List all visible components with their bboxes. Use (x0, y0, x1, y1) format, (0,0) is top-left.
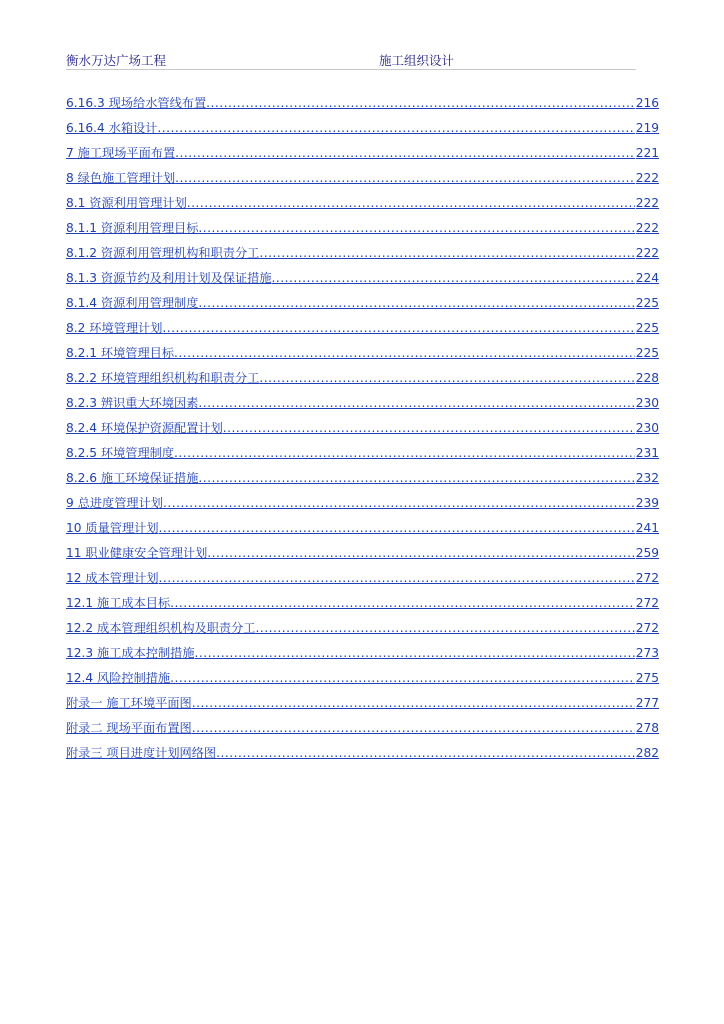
toc-entry-page-number: 228 (635, 371, 659, 385)
toc-dot-leader (174, 445, 635, 462)
toc-dot-leader (170, 670, 635, 687)
toc-entry-page-number: 232 (635, 471, 659, 485)
toc-dot-leader (159, 520, 635, 537)
toc-entry[interactable] (66, 362, 659, 387)
toc-entry-page-number: 275 (635, 671, 659, 685)
header-project-name: 衡水万达广场工程 (66, 53, 167, 68)
toc-entry[interactable] (66, 87, 659, 112)
toc-dot-leader (259, 370, 634, 387)
toc-dot-leader (207, 545, 634, 562)
toc-dot-leader (187, 195, 635, 212)
toc-entry-title: 8.1.3 资源节约及利用计划及保证措施 (66, 271, 272, 285)
toc-entry[interactable] (66, 512, 659, 537)
toc-entry-page-number: 239 (635, 496, 659, 510)
toc-entry-title: 7 施工现场平面布置 (66, 146, 176, 160)
toc-entry[interactable] (66, 737, 659, 762)
toc-entry-title: 8.2.2 环境管理组织机构和职责分工 (66, 371, 260, 385)
toc-entry[interactable] (66, 487, 659, 512)
toc-entry[interactable] (66, 712, 659, 737)
toc-dot-leader (216, 745, 635, 762)
toc-entry-title: 8.2 环境管理计划 (66, 321, 163, 335)
toc-entry[interactable] (66, 237, 659, 262)
toc-entry-title: 8.2.3 辨识重大环境因素 (66, 396, 199, 410)
toc-entry-page-number: 221 (635, 146, 659, 160)
toc-entry-title: 12.4 风险控制措施 (66, 671, 171, 685)
toc-entry-title: 附录三 项目进度计划网络图 (66, 746, 217, 760)
toc-entry-title: 9 总进度管理计划 (66, 496, 163, 510)
toc-entry-page-number: 225 (635, 346, 659, 360)
toc-entry[interactable] (66, 662, 659, 687)
toc-entry-page-number: 219 (635, 121, 659, 135)
toc-entry[interactable] (66, 562, 659, 587)
toc-entry[interactable] (66, 212, 659, 237)
toc-entry-page-number: 222 (635, 246, 659, 260)
toc-entry-page-number: 222 (635, 221, 659, 235)
toc-dot-leader (259, 245, 634, 262)
toc-entry-page-number: 224 (635, 271, 659, 285)
toc-entry-title: 8.2.5 环境管理制度 (66, 446, 175, 460)
toc-dot-leader (170, 595, 635, 612)
toc-entry-page-number: 225 (635, 321, 659, 335)
toc-entry[interactable] (66, 162, 659, 187)
toc-entry-title: 11 职业健康安全管理计划 (66, 546, 208, 560)
toc-entry[interactable] (66, 337, 659, 362)
toc-entry-title: 8.1.4 资源利用管理制度 (66, 296, 199, 310)
toc-entry[interactable] (66, 462, 659, 487)
toc-dot-leader (192, 720, 635, 737)
toc-entry[interactable] (66, 687, 659, 712)
toc-dot-leader (198, 395, 634, 412)
toc-dot-leader (159, 570, 635, 587)
toc-entry-page-number: 231 (635, 446, 659, 460)
toc-entry-title: 8 绿色施工管理计划 (66, 171, 176, 185)
toc-entry-title: 12 成本管理计划 (66, 571, 159, 585)
toc-dot-leader (162, 320, 634, 337)
toc-dot-leader (163, 495, 635, 512)
toc-entry-title: 12.1 施工成本目标 (66, 596, 171, 610)
page-header (66, 53, 636, 70)
toc-dot-leader (192, 695, 635, 712)
toc-dot-leader (195, 645, 635, 662)
toc-entry-page-number: 216 (635, 96, 659, 110)
toc-entry-page-number: 222 (635, 196, 659, 210)
toc-entry-page-number: 277 (635, 696, 659, 710)
toc-entry-title: 12.3 施工成本控制措施 (66, 646, 195, 660)
toc-entry[interactable] (66, 262, 659, 287)
toc-entry-title: 8.2.1 环境管理目标 (66, 346, 175, 360)
toc-entry-title: 12.2 成本管理组织机构及职责分工 (66, 621, 256, 635)
toc-dot-leader (198, 295, 634, 312)
toc-entry[interactable] (66, 287, 659, 312)
toc-entry-title: 8.2.6 施工环境保证措施 (66, 471, 199, 485)
toc-dot-leader (206, 95, 635, 112)
table-of-contents (66, 87, 659, 762)
toc-entry-page-number: 278 (635, 721, 659, 735)
toc-entry-page-number: 222 (635, 171, 659, 185)
toc-entry-page-number: 230 (635, 421, 659, 435)
toc-entry-title: 8.1.1 资源利用管理目标 (66, 221, 199, 235)
toc-entry[interactable] (66, 387, 659, 412)
toc-entry-title: 6.16.4 水箱设计 (66, 121, 158, 135)
toc-entry-page-number: 273 (635, 646, 659, 660)
toc-entry-title: 附录一 施工环境平面图 (66, 696, 192, 710)
toc-entry-page-number: 272 (635, 571, 659, 585)
toc-dot-leader (255, 620, 634, 637)
toc-dot-leader (175, 170, 635, 187)
toc-entry[interactable] (66, 637, 659, 662)
toc-entry-page-number: 230 (635, 396, 659, 410)
toc-entry-title: 8.2.4 环境保护资源配置计划 (66, 421, 223, 435)
toc-entry-title: 6.16.3 现场给水管线布置 (66, 96, 207, 110)
toc-dot-leader (198, 220, 634, 237)
toc-dot-leader (175, 145, 635, 162)
toc-dot-leader (157, 120, 634, 137)
toc-entry[interactable] (66, 187, 659, 212)
toc-entry-page-number: 225 (635, 296, 659, 310)
toc-entry-title: 8.1 资源利用管理计划 (66, 196, 187, 210)
toc-entry-title: 附录二 现场平面布置图 (66, 721, 192, 735)
toc-entry[interactable] (66, 137, 659, 162)
toc-dot-leader (272, 270, 635, 287)
toc-entry[interactable] (66, 437, 659, 462)
toc-entry[interactable] (66, 412, 659, 437)
header-document-title: 施工组织设计 (379, 53, 455, 68)
toc-entry-page-number: 272 (635, 621, 659, 635)
toc-entry[interactable] (66, 312, 659, 337)
toc-entry-page-number: 272 (635, 596, 659, 610)
toc-entry-title: 8.1.2 资源利用管理机构和职责分工 (66, 246, 260, 260)
toc-dot-leader (198, 470, 634, 487)
toc-entry-page-number: 282 (635, 746, 659, 760)
toc-entry[interactable] (66, 612, 659, 637)
toc-entry-page-number: 259 (635, 546, 659, 560)
toc-dot-leader (223, 420, 635, 437)
toc-dot-leader (174, 345, 635, 362)
toc-entry[interactable] (66, 587, 659, 612)
toc-entry[interactable] (66, 112, 659, 137)
toc-entry-title: 10 质量管理计划 (66, 521, 159, 535)
toc-entry[interactable] (66, 537, 659, 562)
toc-entry-page-number: 241 (635, 521, 659, 535)
